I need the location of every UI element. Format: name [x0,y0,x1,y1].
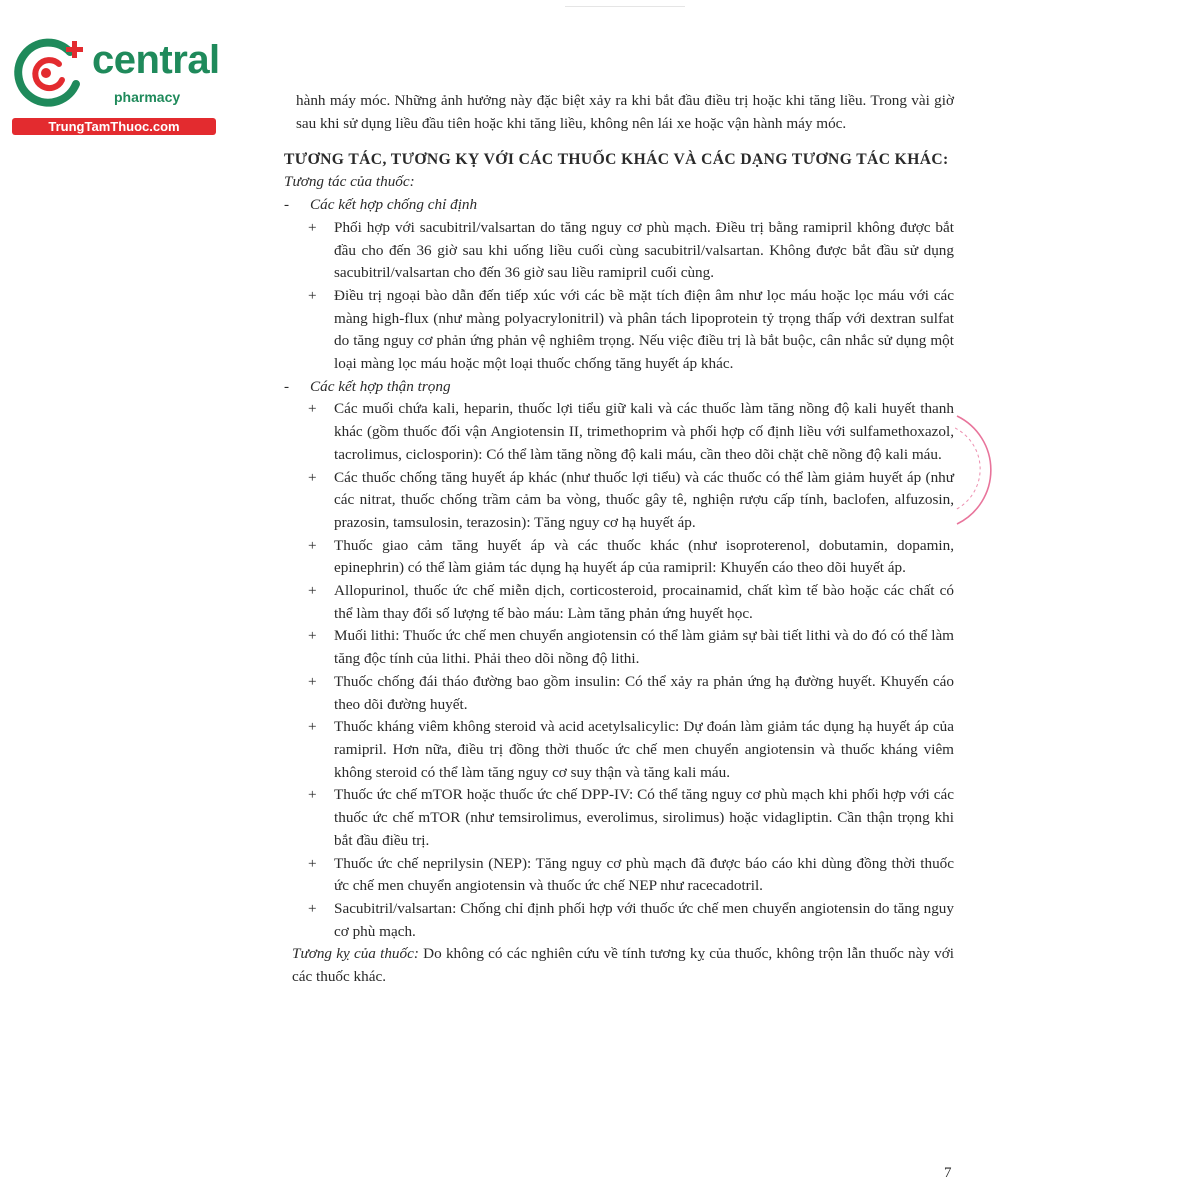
subheading: Tương tác của thuốc: [284,173,415,191]
list-item [284,784,954,852]
list-item-text: Phối hợp với sacubitril/valsartan do tăng nguy cơ phù mạch. Điều trị bằng ramipril không được bắt đầu cho đến 36 giờ sau khi uống liều cuối cùng sacubitril/valsartan. Không được bắt đầu sử dụng sacubitril/valsartan cho đến 36 giờ sau liều ramipril cuối cùng. [334,218,954,282]
brand-website-link[interactable]: TrungTamThuoc.com [12,118,216,135]
list-dash: - [284,196,290,214]
list-plus: + [308,899,317,917]
list-item [284,467,954,535]
list-plus: + [308,786,317,804]
list-item [284,671,954,716]
page-number: 7 [944,1165,952,1181]
incompatibility-paragraph [284,943,954,988]
list-item [284,898,954,943]
section-title: Các kết hợp thận trọng [310,377,451,395]
list-item-text: Thuốc ức chế mTOR hoặc thuốc ức chế DPP-IV: Có thể tăng nguy cơ phù mạch khi phối hợp với các thuốc ức chế mTOR (như temsirolimus, everolimus, sirolimus) hoặc vidagliptin. Cần thận trọng khi bắt đầu điều trị. [334,786,954,849]
document-body [284,90,954,989]
list-item [284,217,954,285]
list-item [284,535,954,580]
list-item-text: Allopurinol, thuốc ức chế miễn dịch, corticosteroid, procainamid, chất kìm tế bào hoặc các chất có thể làm thay đổi số lượng tế bào máu: Làm tăng phản ứng huyết học. [334,582,954,622]
section-contraindicated [284,194,954,217]
brand-subtitle: pharmacy [114,89,181,105]
list-plus: + [308,718,317,736]
list-item-text: Thuốc giao cảm tăng huyết áp và các thuốc khác (như isoproterenol, dobutamin, dopamin, epinephrin) có thể làm giảm tác dụng hạ huyết áp của ramipril: Khuyến cáo theo dõi huyết áp. [334,536,954,577]
section-title: Các kết hợp chống chỉ định [310,196,478,214]
list-item-text: Muối lithi: Thuốc ức chế men chuyển angiotensin có thể làm giảm sự bài tiết lithi và do đó có thể làm tăng độc tính của lithi. Phải theo dõi nồng độ lithi. [334,627,954,668]
list-item [284,398,954,466]
list-dash: - [284,377,290,395]
list-plus: + [308,854,317,872]
list-plus: + [308,627,317,645]
list-item-text: Thuốc kháng viêm không steroid và acid acetylsalicylic: Dự đoán làm giảm tác dụng hạ huyết áp của ramipril. Hơn nữa, điều trị đồng thời thuốc ức chế men chuyển angiotensin và thuốc kháng viêm không steroid có thể làm tăng nguy cơ suy thận và tăng kali máu. [334,718,954,781]
list-item [284,716,954,784]
intro-paragraph: hành máy móc. Những ảnh hưởng này đặc biệt xảy ra khi bắt đầu điều trị hoặc khi tăng liều. Trong vài giờ sau khi sử dụng liều đầu tiên hoặc khi tăng liều, không nên lái xe hoặc vận hành máy móc. [296,92,954,132]
list-item-text: Sacubitril/valsartan: Chống chỉ định phối hợp với thuốc ức chế men chuyển angiotensin do tăng nguy cơ phù mạch. [334,899,954,940]
list-item-text: Thuốc chống đái tháo đường bao gồm insulin: Có thể xảy ra phản ứng hạ đường huyết. Khuyến cáo theo dõi đường huyết. [334,672,954,713]
list-item-text: Các muối chứa kali, heparin, thuốc lợi tiểu giữ kali và các thuốc làm tăng nồng độ kali huyết thanh khác (gồm thuốc đối vận Angiotensin II, trimethoprim và phối hợp cố định liều với sulfamethoxazol, tacrolimus, ciclosporin): Có thể làm tăng nồng độ kali máu, cần theo dõi chặt chẽ nồng độ kali máu. [334,400,954,463]
brand-name: central [92,38,220,82]
list-item [284,625,954,670]
list-item-text: Điều trị ngoại bào dẫn đến tiếp xúc với các bề mặt tích điện âm như lọc máu hoặc lọc máu với các màng high-flux (như màng polyacrylonitril) và phân tách lipoprotein tỷ trọng thấp với dextran sulfat do tăng nguy cơ phản ứng phản vệ nghiêm trọng. Nếu việc điều trị là bắt buộc, cân nhắc sử dụng một loại màng lọc máu hoặc một loại thuốc chống tăng huyết áp khác. [334,286,954,373]
incompatibility-text: Do không có các nghiên cứu về tính tương kỵ của thuốc, không trộn lẫn thuốc này với các thuốc khác. [292,945,955,986]
list-item-text: Thuốc ức chế neprilysin (NEP): Tăng nguy cơ phù mạch đã được báo cáo khi dùng đồng thời thuốc ức chế men chuyển angiotensin và thuốc ức chế NEP như racecadotril. [334,854,954,895]
brand-logo[interactable] [10,38,220,138]
list-plus: + [308,536,317,554]
list-plus: + [308,672,317,690]
list-item-text: Các thuốc chống tăng huyết áp khác (như thuốc lợi tiểu) và các thuốc có thể làm giảm huyết áp (như các nitrat, thuốc chống trầm cảm ba vòng, thuốc gây tê, nghiện rượu cấp tính, baclofen, alfuzosin, prazosin, tamsulosin, terazosin): Tăng nguy cơ hạ huyết áp. [334,468,954,531]
incompatibility-label: Tương kỵ của thuốc: [292,945,419,963]
list-plus: + [308,218,317,236]
list-item [284,285,954,376]
red-seal-stamp-icon [955,410,995,530]
list-plus: + [308,582,317,600]
central-pharmacy-logo-icon [10,38,94,110]
section-heading: TƯƠNG TÁC, TƯƠNG KỴ VỚI CÁC THUỐC KHÁC VÀ CÁC DẠNG TƯƠNG TÁC KHÁC: [284,151,949,169]
list-plus: + [308,468,317,486]
list-plus: + [308,400,317,418]
section-caution [284,376,954,399]
top-rule [565,6,685,7]
list-item [284,853,954,898]
list-plus: + [308,286,317,304]
list-item [284,580,954,625]
